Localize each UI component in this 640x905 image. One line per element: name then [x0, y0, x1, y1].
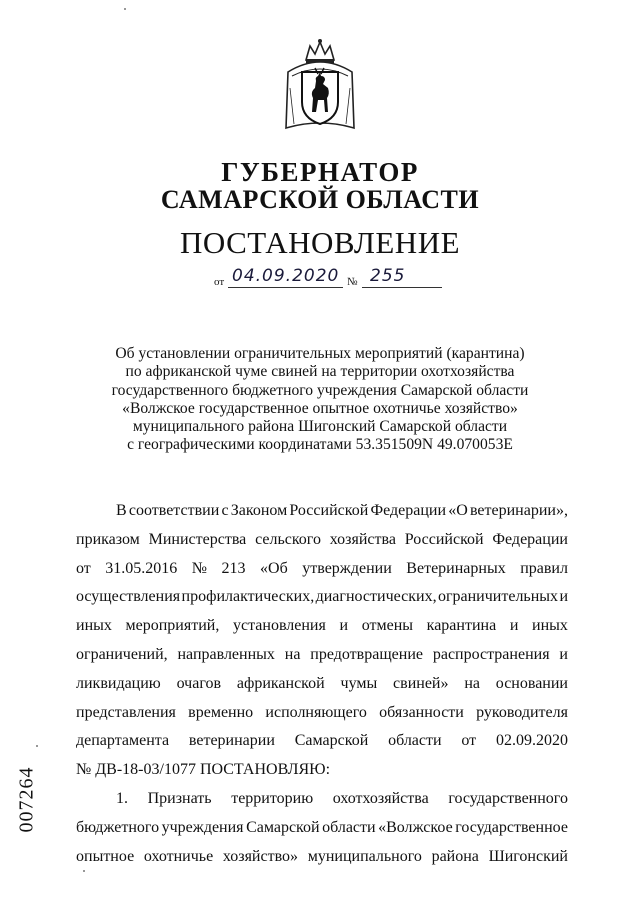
- body-word: «Волжское: [378, 818, 453, 836]
- body-word: диагностических,: [315, 588, 437, 606]
- body-word: соответствии: [128, 502, 220, 519]
- subject-line: Об установлении ограничительных мероприятий (карантина): [115, 345, 525, 362]
- body-line: [76, 641, 568, 670]
- body-word: департамента: [76, 732, 170, 750]
- body-word: на: [464, 674, 480, 692]
- body-word: 02.09.2020: [496, 732, 568, 750]
- body-word: охотничье: [143, 847, 214, 865]
- body-word: направленных: [177, 645, 275, 663]
- body-word: территорию: [231, 789, 314, 807]
- date-number-line: [210, 266, 450, 292]
- body-word: предотвращение: [310, 645, 423, 663]
- body-word: руководителя: [476, 703, 568, 721]
- body-line: [76, 785, 568, 814]
- body-line: [76, 612, 568, 641]
- body-word: государственного: [448, 789, 568, 807]
- body-word: Федерации: [370, 502, 447, 519]
- number-value: 255: [370, 266, 406, 286]
- body-word: ветеринарии: [188, 732, 275, 750]
- body-word: сельского: [255, 530, 321, 548]
- body-word: Ветеринарных: [406, 559, 506, 577]
- document-body: [76, 497, 568, 871]
- body-word: №: [191, 559, 208, 577]
- body-word: «О: [448, 502, 468, 519]
- body-word: чумы: [340, 674, 378, 692]
- body-word: мероприятий,: [125, 617, 220, 635]
- body-word: бюджетного: [76, 818, 160, 836]
- body-word: В: [116, 502, 127, 519]
- scan-speck: [36, 745, 38, 747]
- subject-line: «Волжское государственное опытное охотничье хозяйство»: [122, 399, 518, 417]
- body-word: района: [431, 847, 479, 865]
- body-word: Шигонский: [488, 847, 568, 865]
- body-word: Признать: [147, 789, 212, 807]
- body-word: приказом: [76, 530, 140, 548]
- body-word: ликвидацию: [76, 674, 161, 692]
- body-word: от: [76, 559, 91, 577]
- coat-of-arms-emblem: [282, 38, 358, 134]
- body-word: осуществления: [76, 588, 181, 606]
- body-word: учреждения: [161, 818, 244, 836]
- body-word: временно: [188, 703, 254, 721]
- body-word: хозяйства: [329, 530, 396, 548]
- body-word: ограничений,: [76, 645, 168, 663]
- body-line: [76, 814, 568, 843]
- body-word: муниципального: [307, 847, 422, 865]
- body-word: опытное: [76, 847, 135, 865]
- body-word: государственное: [455, 818, 568, 836]
- body-line: [76, 670, 568, 699]
- body-word: правил: [520, 559, 568, 577]
- body-line: [76, 497, 568, 526]
- body-word: исполняющего: [265, 703, 367, 721]
- body-word: и: [559, 588, 568, 606]
- number-label: №: [347, 276, 358, 288]
- body-word: и: [339, 617, 349, 635]
- body-word: обязанности: [379, 703, 464, 721]
- body-word: № ДВ-18-03/1077 ПОСТАНОВЛЯЮ:: [76, 761, 331, 779]
- body-word: представления: [76, 703, 176, 721]
- body-word: охотхозяйства: [332, 789, 429, 807]
- body-word: Самарской: [294, 732, 369, 750]
- margin-stamp-number: 007264: [15, 766, 38, 833]
- body-line: [76, 756, 568, 785]
- body-word: отмены: [361, 617, 414, 635]
- body-line: [76, 555, 568, 584]
- issuer-region: САМАРСКОЙ ОБЛАСТИ: [160, 185, 480, 214]
- subject-line: муниципального района Шигонский Самарской области: [132, 418, 508, 436]
- body-word: и: [559, 645, 568, 663]
- body-line: [76, 727, 568, 756]
- body-line: [76, 843, 568, 872]
- body-word: профилактических,: [181, 588, 315, 606]
- body-word: распространения: [432, 645, 550, 663]
- body-word: Федерации: [492, 530, 568, 548]
- subject-line: с географическими координатами 53.351509N 49.070053E: [127, 436, 513, 454]
- date-underline: [228, 287, 343, 288]
- body-word: и: [509, 617, 519, 635]
- body-word: 213: [221, 559, 246, 577]
- body-word: свиней»: [393, 674, 449, 692]
- body-word: иных: [76, 617, 112, 635]
- body-word: Законом: [230, 502, 288, 519]
- date-value: 04.09.2020: [232, 266, 340, 286]
- body-word: на: [284, 645, 301, 663]
- margin-stamp: [2, 766, 46, 833]
- body-word: области: [322, 818, 376, 836]
- body-word: установления: [232, 617, 326, 635]
- body-word: основании: [495, 674, 568, 692]
- body-line: [76, 526, 568, 555]
- body-word: иных: [532, 617, 568, 635]
- body-word: области: [388, 732, 442, 750]
- body-word: с: [221, 502, 229, 519]
- body-word: 31.05.2016: [105, 559, 178, 577]
- body-word: 1.: [116, 789, 128, 807]
- subject-line: по африканской чуме свиней на территории охотхозяйства: [125, 363, 515, 381]
- body-word: очагов: [176, 674, 222, 692]
- document-type: ПОСТАНОВЛЕНИЕ: [179, 225, 461, 260]
- scan-speck: [124, 8, 126, 10]
- body-word: Российской: [289, 502, 369, 519]
- body-word: «Об: [260, 559, 288, 577]
- body-word: Самарской: [246, 818, 320, 836]
- body-word: Российской: [404, 530, 484, 548]
- body-word: утверждении: [302, 559, 392, 577]
- issuer-title: ГУБЕРНАТОР: [221, 157, 419, 187]
- body-word: африканской: [236, 674, 325, 692]
- body-word: Министерства: [148, 530, 247, 548]
- document-subject: [0, 345, 640, 455]
- date-label: от: [214, 276, 225, 288]
- body-line: [76, 583, 568, 612]
- body-word: от: [461, 732, 477, 750]
- body-word: хозяйство»: [222, 847, 299, 865]
- body-word: ветеринарии»,: [469, 502, 568, 519]
- scan-speck: [83, 870, 85, 872]
- body-line: [76, 699, 568, 728]
- body-word: карантина: [426, 617, 497, 635]
- number-underline: [362, 287, 442, 288]
- body-word: ограничительных: [437, 588, 559, 606]
- subject-line: государственного бюджетного учреждения Самарской области: [111, 381, 529, 399]
